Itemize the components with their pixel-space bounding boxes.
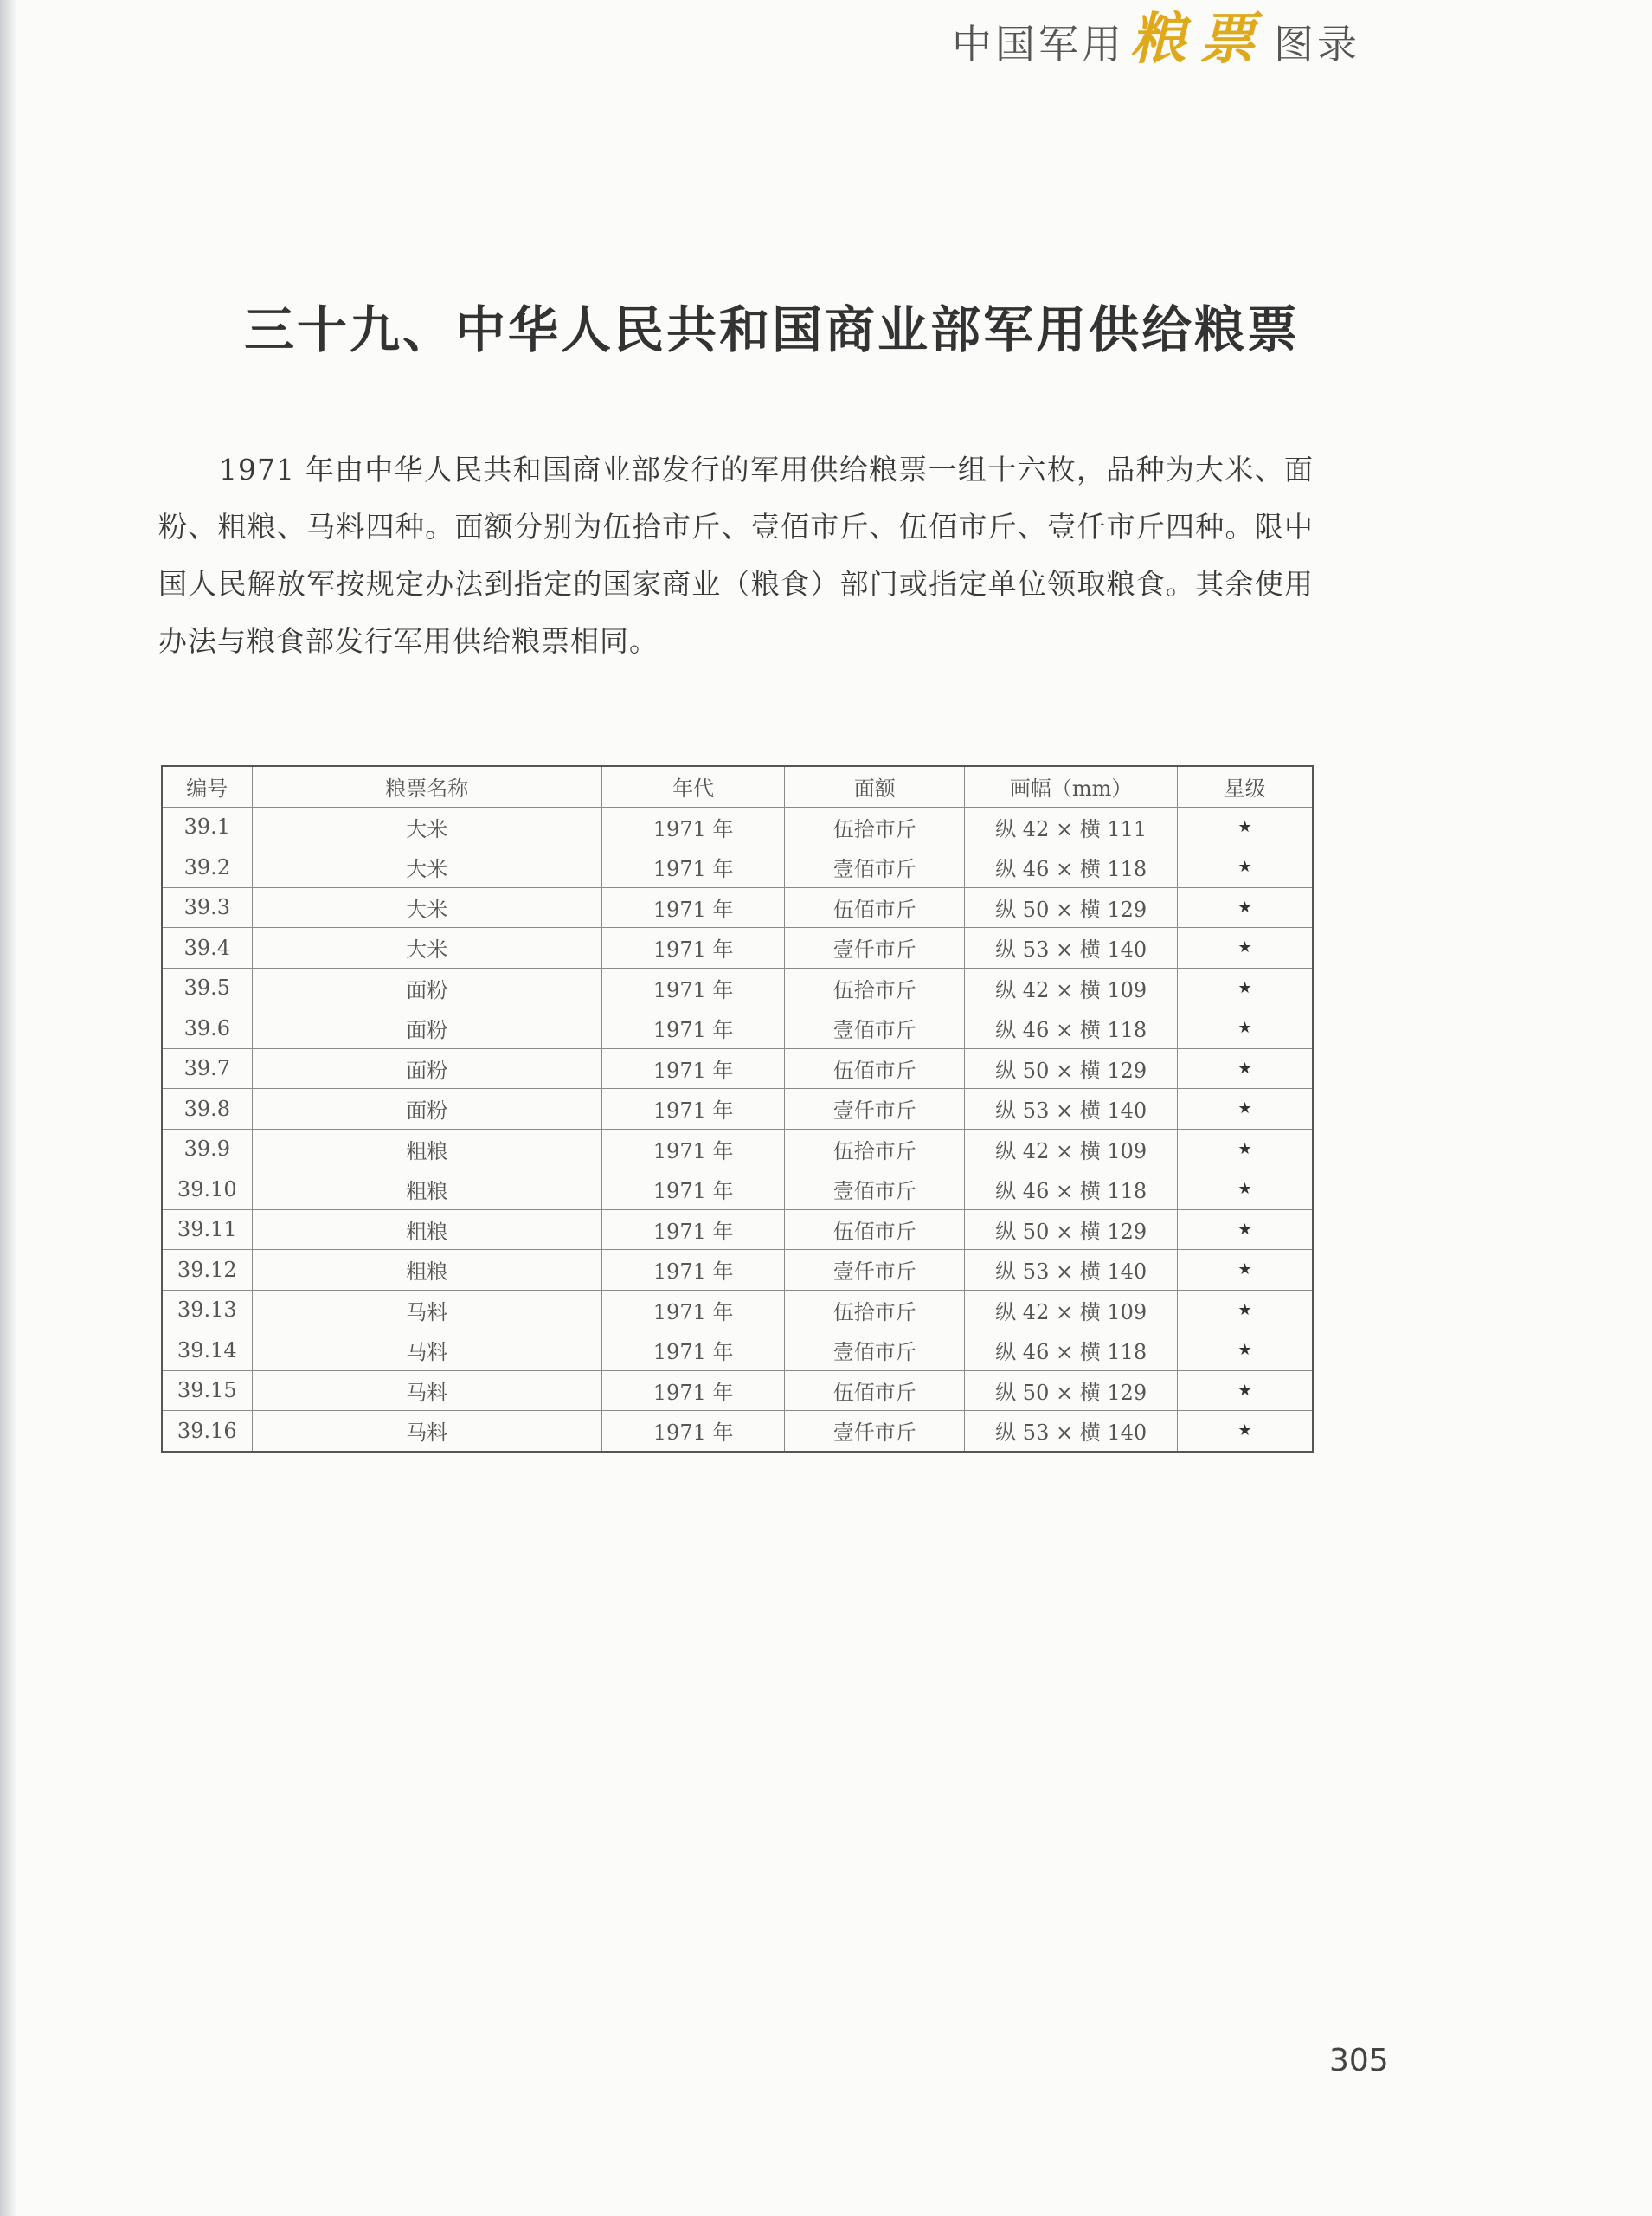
table-row <box>162 1129 1313 1169</box>
table-row <box>162 1370 1313 1411</box>
table-row <box>162 968 1313 1008</box>
cell-year: 1971 年 <box>601 1169 785 1210</box>
cell-denomination: 伍拾市斤 <box>785 968 965 1008</box>
cell-year: 1971 年 <box>601 1008 785 1049</box>
page-number: 305 <box>1329 2043 1389 2078</box>
cell-stars: ★ <box>1178 1411 1313 1452</box>
cell-size: 纵 50 × 横 129 <box>965 1048 1178 1089</box>
header-suffix: 图录 <box>1274 21 1360 68</box>
cell-denomination: 伍拾市斤 <box>785 1290 965 1330</box>
cell-id: 39.15 <box>162 1370 252 1411</box>
cell-size: 纵 50 × 横 129 <box>965 1209 1178 1250</box>
cell-year: 1971 年 <box>601 928 785 969</box>
cell-size: 纵 50 × 横 129 <box>965 887 1178 928</box>
cell-stars: ★ <box>1178 1048 1313 1089</box>
table-row <box>162 887 1313 928</box>
cell-id: 39.6 <box>162 1008 252 1049</box>
cell-size: 纵 46 × 横 118 <box>965 1330 1178 1371</box>
cell-id: 39.4 <box>162 928 252 969</box>
cell-name: 粗粮 <box>252 1129 601 1169</box>
cell-name: 大米 <box>252 928 601 969</box>
cell-id: 39.10 <box>162 1169 252 1210</box>
cell-denomination: 伍佰市斤 <box>785 1209 965 1250</box>
table-row <box>162 1330 1313 1371</box>
cell-name: 面粉 <box>252 1048 601 1089</box>
cell-year: 1971 年 <box>601 1129 785 1169</box>
section-title: 三十九、中华人民共和国商业部军用供给粮票 <box>244 300 1301 359</box>
table-row <box>162 1008 1313 1049</box>
cell-id: 39.3 <box>162 887 252 928</box>
cell-denomination: 壹佰市斤 <box>785 1169 965 1210</box>
header-denomination: 面额 <box>785 766 965 807</box>
header-accent: 粮票 <box>1130 8 1269 72</box>
cell-id: 39.7 <box>162 1048 252 1089</box>
cell-name: 粗粮 <box>252 1209 601 1250</box>
table-row <box>162 1169 1313 1210</box>
cell-year: 1971 年 <box>601 1290 785 1330</box>
cell-stars: ★ <box>1178 1370 1313 1411</box>
cell-id: 39.1 <box>162 807 252 847</box>
table-body <box>162 807 1313 1452</box>
cell-stars: ★ <box>1178 1169 1313 1210</box>
cell-name: 面粉 <box>252 1008 601 1049</box>
cell-year: 1971 年 <box>601 1411 785 1452</box>
cell-stars: ★ <box>1178 1290 1313 1330</box>
cell-year: 1971 年 <box>601 968 785 1008</box>
table-row <box>162 807 1313 847</box>
table-row <box>162 1089 1313 1130</box>
table-row <box>162 1250 1313 1291</box>
cell-id: 39.8 <box>162 1089 252 1130</box>
cell-size: 纵 42 × 横 109 <box>965 1129 1178 1169</box>
cell-name: 马料 <box>252 1290 601 1330</box>
cell-stars: ★ <box>1178 887 1313 928</box>
cell-size: 纵 46 × 横 118 <box>965 847 1178 888</box>
cell-name: 面粉 <box>252 968 601 1008</box>
cell-stars: ★ <box>1178 968 1313 1008</box>
cell-size: 纵 42 × 横 109 <box>965 968 1178 1008</box>
book-spine-shadow <box>0 0 16 2216</box>
cell-stars: ★ <box>1178 1089 1313 1130</box>
cell-denomination: 壹仟市斤 <box>785 1411 965 1452</box>
cell-name: 面粉 <box>252 1089 601 1130</box>
cell-name: 马料 <box>252 1411 601 1452</box>
cell-size: 纵 46 × 横 118 <box>965 1169 1178 1210</box>
table-row <box>162 847 1313 888</box>
cell-id: 39.2 <box>162 847 252 888</box>
cell-stars: ★ <box>1178 847 1313 888</box>
cell-denomination: 壹佰市斤 <box>785 1008 965 1049</box>
cell-size: 纵 53 × 横 140 <box>965 928 1178 969</box>
cell-year: 1971 年 <box>601 1048 785 1089</box>
table-row <box>162 1048 1313 1089</box>
cell-stars: ★ <box>1178 1209 1313 1250</box>
cell-size: 纵 50 × 横 129 <box>965 1370 1178 1411</box>
intro-paragraph: 1971 年由中华人民共和国商业部发行的军用供给粮票一组十六枚，品种为大米、面粉、粗粮、马料四种。面额分别为伍拾市斤、壹佰市斤、伍佰市斤、壹仟市斤四种。限中国人民解放军按规定办法到指定的国家商业（粮食）部门或指定单位领取粮食。其余使用办法与粮食部发行军用供给粮票相同。 <box>158 453 1314 658</box>
cell-name: 粗粮 <box>252 1169 601 1210</box>
cell-year: 1971 年 <box>601 1209 785 1250</box>
cell-stars: ★ <box>1178 1129 1313 1169</box>
running-header <box>952 5 1558 74</box>
cell-year: 1971 年 <box>601 1330 785 1371</box>
cell-size: 纵 42 × 横 109 <box>965 1290 1178 1330</box>
cell-id: 39.12 <box>162 1250 252 1291</box>
cell-year: 1971 年 <box>601 847 785 888</box>
cell-year: 1971 年 <box>601 807 785 847</box>
table-row <box>162 928 1313 969</box>
cell-size: 纵 53 × 横 140 <box>965 1250 1178 1291</box>
cell-id: 39.14 <box>162 1330 252 1371</box>
cell-size: 纵 42 × 横 111 <box>965 807 1178 847</box>
cell-denomination: 伍拾市斤 <box>785 807 965 847</box>
cell-stars: ★ <box>1178 1008 1313 1049</box>
cell-denomination: 壹佰市斤 <box>785 847 965 888</box>
ration-ticket-table <box>161 765 1314 1453</box>
cell-name: 马料 <box>252 1370 601 1411</box>
cell-size: 纵 53 × 横 140 <box>965 1411 1178 1452</box>
cell-stars: ★ <box>1178 807 1313 847</box>
cell-denomination: 伍佰市斤 <box>785 887 965 928</box>
cell-denomination: 壹仟市斤 <box>785 928 965 969</box>
cell-denomination: 壹仟市斤 <box>785 1089 965 1130</box>
table-row <box>162 1290 1313 1330</box>
header-name: 粮票名称 <box>252 766 601 807</box>
cell-denomination: 壹佰市斤 <box>785 1330 965 1371</box>
cell-id: 39.16 <box>162 1411 252 1452</box>
cell-id: 39.9 <box>162 1129 252 1169</box>
cell-denomination: 伍拾市斤 <box>785 1129 965 1169</box>
cell-id: 39.11 <box>162 1209 252 1250</box>
cell-year: 1971 年 <box>601 1250 785 1291</box>
cell-name: 大米 <box>252 807 601 847</box>
cell-year: 1971 年 <box>601 1370 785 1411</box>
cell-size: 纵 46 × 横 118 <box>965 1008 1178 1049</box>
table-header-row <box>162 766 1313 807</box>
cell-size: 纵 53 × 横 140 <box>965 1089 1178 1130</box>
cell-stars: ★ <box>1178 928 1313 969</box>
header-size: 画幅（mm） <box>965 766 1178 807</box>
cell-denomination: 壹仟市斤 <box>785 1250 965 1291</box>
cell-name: 大米 <box>252 887 601 928</box>
cell-id: 39.5 <box>162 968 252 1008</box>
table-row <box>162 1411 1313 1452</box>
cell-denomination: 伍佰市斤 <box>785 1048 965 1089</box>
cell-stars: ★ <box>1178 1250 1313 1291</box>
cell-id: 39.13 <box>162 1290 252 1330</box>
header-year: 年代 <box>601 766 785 807</box>
cell-name: 粗粮 <box>252 1250 601 1291</box>
cell-name: 大米 <box>252 847 601 888</box>
cell-stars: ★ <box>1178 1330 1313 1371</box>
header-prefix: 中国军用 <box>952 21 1125 68</box>
cell-year: 1971 年 <box>601 1089 785 1130</box>
cell-name: 马料 <box>252 1330 601 1371</box>
header-stars: 星级 <box>1178 766 1313 807</box>
header-id: 编号 <box>162 766 252 807</box>
cell-denomination: 伍佰市斤 <box>785 1370 965 1411</box>
table-row <box>162 1209 1313 1250</box>
cell-year: 1971 年 <box>601 887 785 928</box>
